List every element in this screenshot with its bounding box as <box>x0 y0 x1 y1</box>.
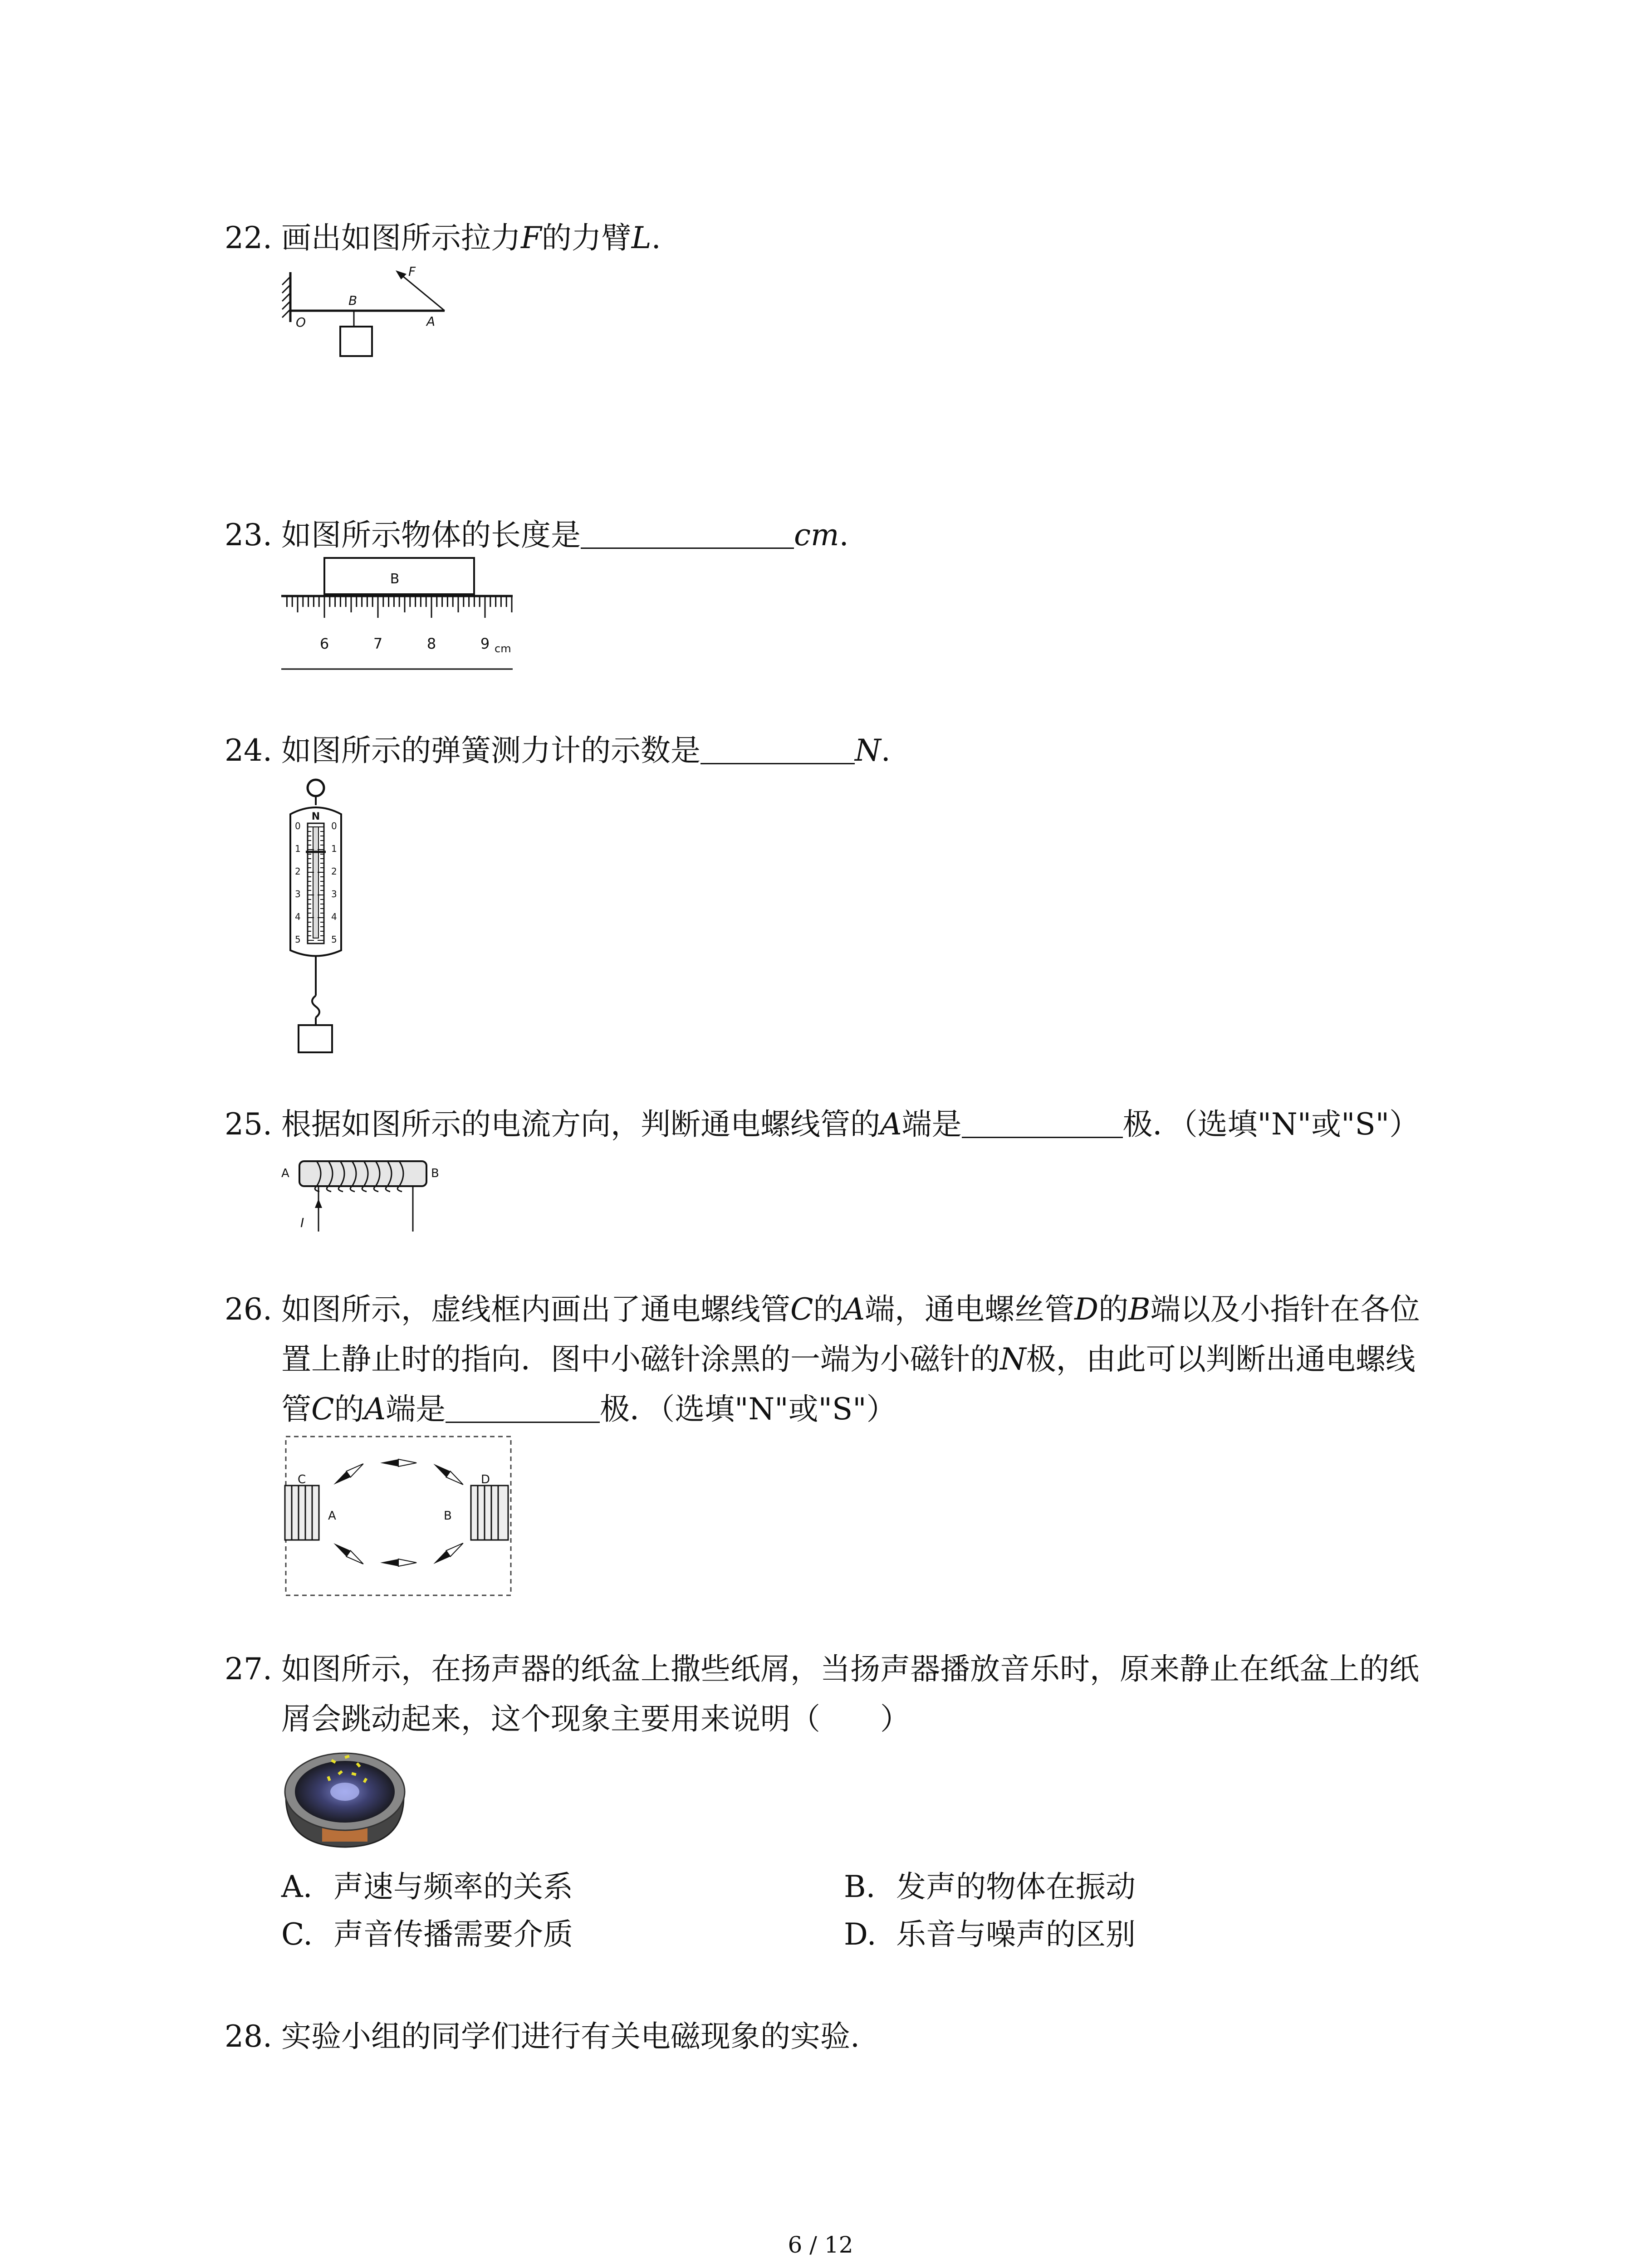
svg-text:A: A <box>281 1167 289 1180</box>
compass-needle <box>380 1459 416 1466</box>
svg-text:B: B <box>444 1509 452 1523</box>
compass-needle <box>431 1461 465 1488</box>
ruler-unit: cm <box>495 642 511 655</box>
question-number: 22. <box>225 220 272 255</box>
svg-text:1: 1 <box>331 843 337 854</box>
svg-text:0: 0 <box>331 821 337 831</box>
question-number: 27. <box>225 1652 272 1686</box>
compass-needle <box>332 1461 366 1488</box>
point-o-label: O <box>296 315 306 330</box>
option-a[interactable]: A. 声速与频率的关系 <box>281 1869 573 1904</box>
question-number: 28. <box>225 2019 272 2054</box>
question-25: 25. 根据如图所示的电流方向，判断通电螺线管的A端是 极．（选填"N"或"S"） <box>225 1100 1419 1149</box>
ruler-tick-9: 9 <box>480 635 490 652</box>
question-24: 24. 如图所示的弹簧测力计的示数是 N. <box>225 726 891 776</box>
question-number: 23. <box>225 518 272 552</box>
question-26: 26. 如图所示，虚线框内画出了通电螺线管C的A端，通电螺丝管D的B端以及小指针在各位 置上静止时的指向．图中小磁针涂黑的一端为小磁针的N极，由此可以判断出通电螺线 管C的A端是 极．（选填"N"或"S"） <box>225 1285 1420 1434</box>
svg-text:5: 5 <box>295 934 301 945</box>
svg-text:5: 5 <box>331 934 337 945</box>
compass-needle <box>380 1559 416 1566</box>
option-d[interactable]: D. 乐音与噪声的区别 <box>844 1917 1136 1952</box>
question-27: 27. 如图所示，在扬声器的纸盆上撒些纸屑，当扬声器播放音乐时，原来静止在纸盆上的纸 屑会跳动起来，这个现象主要用来说明（ ） <box>225 1644 1419 1744</box>
svg-text:4: 4 <box>295 911 301 922</box>
svg-text:2: 2 <box>295 866 301 877</box>
block-label: B <box>390 571 400 587</box>
option-b[interactable]: B. 发声的物体在振动 <box>844 1869 1136 1904</box>
spring-scale-figure <box>281 778 354 1059</box>
svg-text:2: 2 <box>331 866 337 877</box>
speaker-figure <box>281 1746 408 1851</box>
svg-text:4: 4 <box>331 911 337 922</box>
question-number: 24. <box>225 733 272 768</box>
point-a-label: A <box>426 314 436 329</box>
svg-text:I: I <box>300 1215 304 1230</box>
svg-text:3: 3 <box>295 889 301 899</box>
question-23: 23. 如图所示物体的长度是 cm. <box>225 510 849 560</box>
ruler-tick-6: 6 <box>319 635 329 652</box>
question-22: 22. 画出如图所示拉力F的力臂L. <box>225 213 661 263</box>
question-28: 28. 实验小组的同学们进行有关电磁现象的实验. <box>225 2012 860 2062</box>
svg-text:B: B <box>431 1167 439 1180</box>
force-f-label: F <box>408 264 416 279</box>
svg-text:1: 1 <box>295 843 301 854</box>
lever-figure <box>272 264 463 367</box>
question-number: 25. <box>225 1107 272 1142</box>
svg-text:0: 0 <box>295 821 301 831</box>
solenoid-figure <box>281 1154 454 1245</box>
answer-blank[interactable] <box>581 520 794 549</box>
ruler-figure <box>281 558 517 676</box>
svg-text:A: A <box>328 1509 336 1523</box>
scale-unit: N <box>311 811 320 822</box>
magnets-figure <box>285 1436 512 1597</box>
svg-text:C: C <box>298 1473 306 1486</box>
ruler-tick-8: 8 <box>426 635 436 652</box>
answer-blank[interactable] <box>962 1110 1123 1138</box>
svg-text:3: 3 <box>331 889 337 899</box>
answer-blank[interactable] <box>446 1394 600 1423</box>
svg-text:D: D <box>481 1473 490 1486</box>
compass-needle <box>431 1540 465 1567</box>
ruler-tick-7: 7 <box>373 635 383 652</box>
option-c[interactable]: C. 声音传播需要介质 <box>281 1917 573 1952</box>
point-b-label: B <box>348 293 358 308</box>
answer-blank[interactable] <box>700 736 855 764</box>
question-number: 26. <box>225 1292 272 1327</box>
compass-needle <box>332 1540 366 1567</box>
page-number: 6 / 12 <box>788 2232 853 2258</box>
